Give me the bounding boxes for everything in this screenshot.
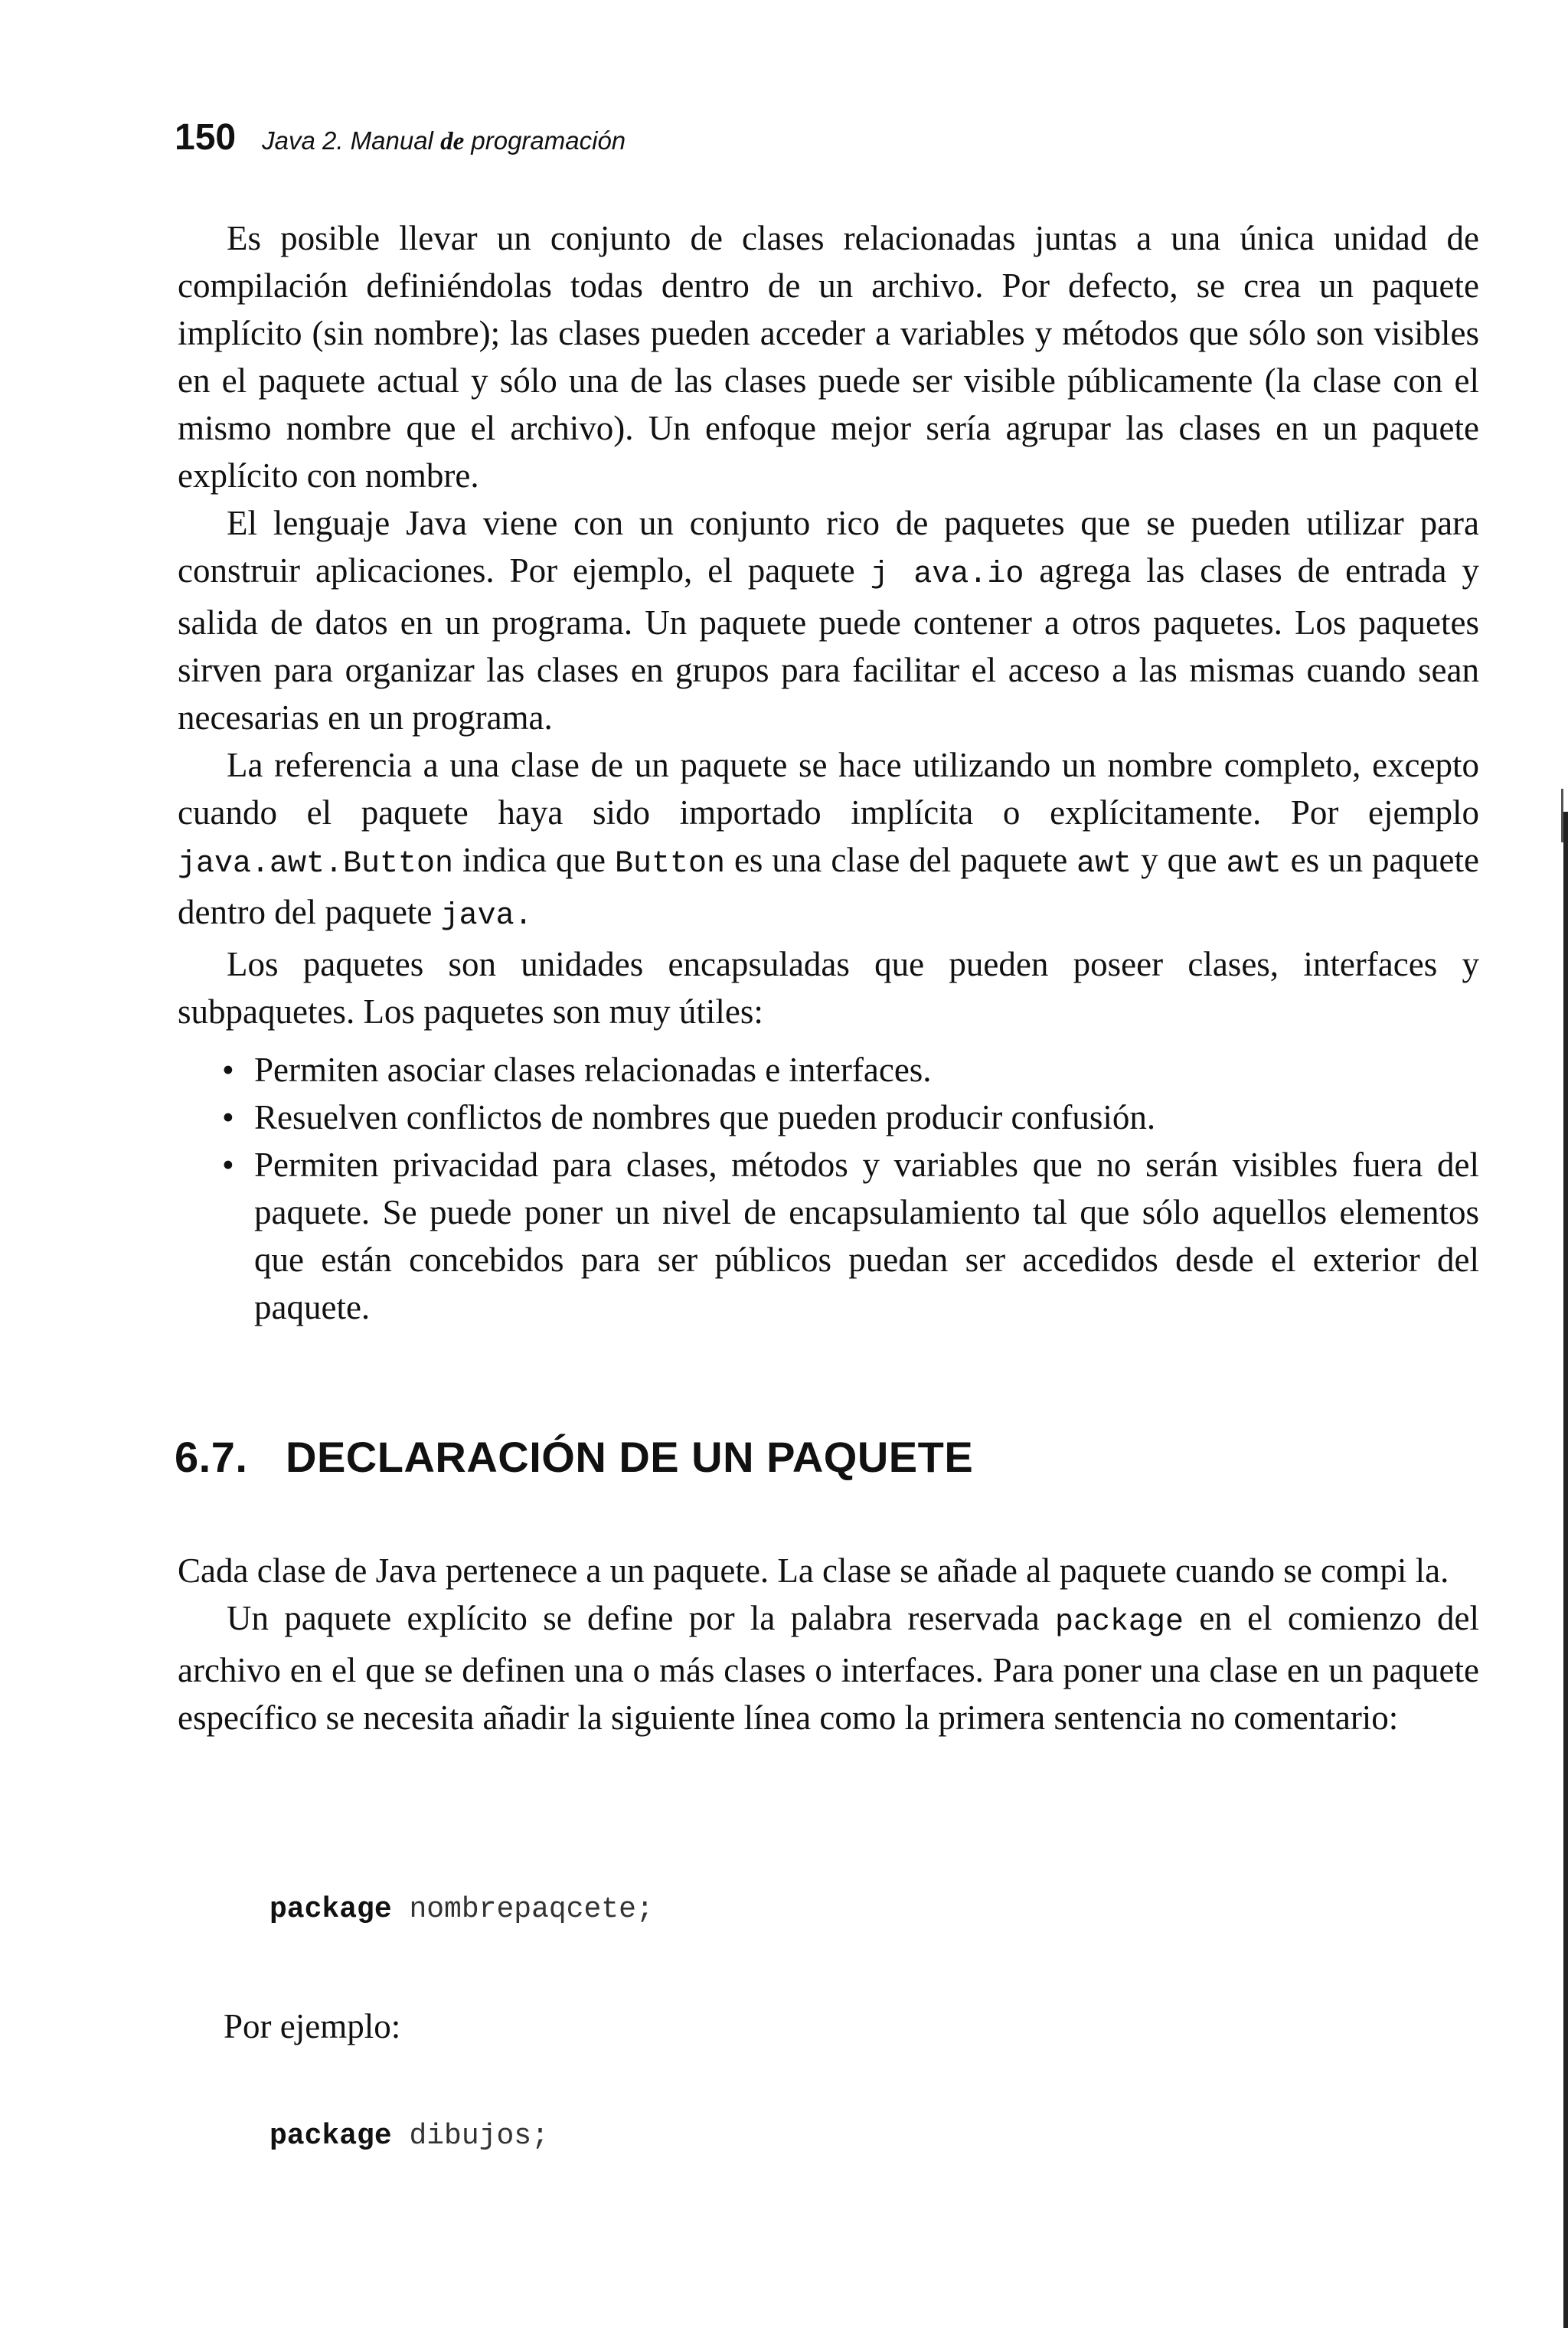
list-item: [222, 1141, 1479, 1331]
inline-code: java.awt.Button: [178, 847, 454, 881]
section-title: DECLARACIÓN DE UN PAQUETE: [286, 1433, 974, 1481]
text-run: La referencia a una clase de un paquete se hace utilizando un nombre completo, excepto cuando el paquete haya sido importado implícita o explícitamente. Por ejemplo: [178, 746, 1479, 832]
text-run: indica que: [453, 841, 615, 879]
list-item-text: Resuelven conflictos de nombres que pueden producir confusión.: [254, 1098, 1156, 1136]
page-header: [175, 116, 626, 162]
bullet-icon: •: [222, 1146, 234, 1184]
paragraph: [178, 741, 1479, 940]
section-number: 6.7.: [175, 1433, 248, 1481]
scan-edge-shadow: [1563, 812, 1568, 2328]
list-item: [222, 1046, 1479, 1094]
book-title-part: Java 2. Manual: [262, 126, 441, 155]
code-text: dibujos;: [391, 2120, 549, 2153]
book-title-part: programación: [464, 126, 626, 155]
inline-code: Button: [614, 847, 725, 881]
text-run: y que: [1132, 841, 1227, 879]
list-item: [222, 1094, 1479, 1141]
inline-code: awt: [1226, 847, 1282, 881]
text-run: agrega las clases de entrada y salida de datos en un programa. Un paquete puede contener a otros paquetes. Los paquetes sirven para organizar las clases en grupos para facilitar el acceso a las mismas cuando sean necesarias en un programa.: [178, 551, 1479, 737]
paragraph: [178, 499, 1479, 741]
example-label: Por ejemplo:: [224, 2007, 401, 2045]
paragraph: [178, 1594, 1479, 1741]
body-block-declaration: [178, 1547, 1479, 1741]
code-text: nombrepaqcete;: [391, 1893, 654, 1926]
code-keyword: package: [270, 2120, 392, 2153]
paragraph: Cada clase de Java pertenece a un paquete. La clase se añade al paquete cuando se compi la.: [178, 1551, 1449, 1590]
section-heading: [175, 1432, 973, 1482]
paragraph: Los paquetes son unidades encapsuladas que pueden poseer clases, interfaces y subpaquetes. Los paquetes son muy útiles:: [178, 945, 1479, 1031]
book-title: [262, 126, 626, 156]
inline-code: awt: [1076, 847, 1132, 881]
list-item-text: Permiten privacidad para clases, métodos y variables que no serán visibles fuera del paquete. Se puede poner un nivel de encapsulamiento tal que sólo aquellos elementos que están concebidos para ser públicos puedan ser accedidos desde el exterior del paquete.: [254, 1146, 1479, 1326]
book-title-de: de: [440, 128, 465, 155]
bullet-icon: •: [222, 1098, 234, 1136]
list-item-text: Permiten asociar clases relacionadas e interfaces.: [254, 1051, 932, 1089]
bullet-icon: •: [222, 1051, 234, 1089]
page-number: 150: [175, 117, 237, 158]
text-run: en el comienzo del archivo en el que se definen una o más clases o interfaces. Para poner una clase en un paquete específico se necesita añadir la siguiente línea como la primera sentencia no comentario:: [178, 1599, 1479, 1737]
inline-code: package: [1055, 1605, 1184, 1640]
inline-code: java.: [440, 899, 533, 933]
code-sample: [270, 2120, 549, 2153]
body-block-intro: [178, 214, 1479, 1035]
bullet-list: [222, 1046, 1479, 1331]
text-run: El lenguaje Java viene con un conjunto rico de paquetes que se pueden utilizar para construir aplicaciones. Por ejemplo, el paquete: [178, 504, 1479, 590]
text-run: es un paquete dentro del paquete: [178, 841, 1479, 931]
code-sample: [270, 1893, 654, 1926]
inline-code: j ava.io: [870, 557, 1024, 592]
code-keyword: package: [270, 1893, 392, 1926]
paragraph: Es posible llevar un conjunto de clases relacionadas juntas a una única unidad de compilación definiéndolas todas dentro de un archivo. Por defecto, se crea un paquete implícito (sin nombre); las clases pueden acceder a variables y métodos que sólo son visibles en el paquete actual y sólo una de las clases puede ser visible públicamente (la clase con el mismo nombre que el archivo). Un enfoque mejor sería agrupar las clases en un paquete explícito con nombre.: [178, 219, 1479, 495]
text-run: Un paquete explícito se define por la palabra reservada: [227, 1599, 1056, 1637]
text-run: es una clase del paquete: [724, 841, 1077, 879]
